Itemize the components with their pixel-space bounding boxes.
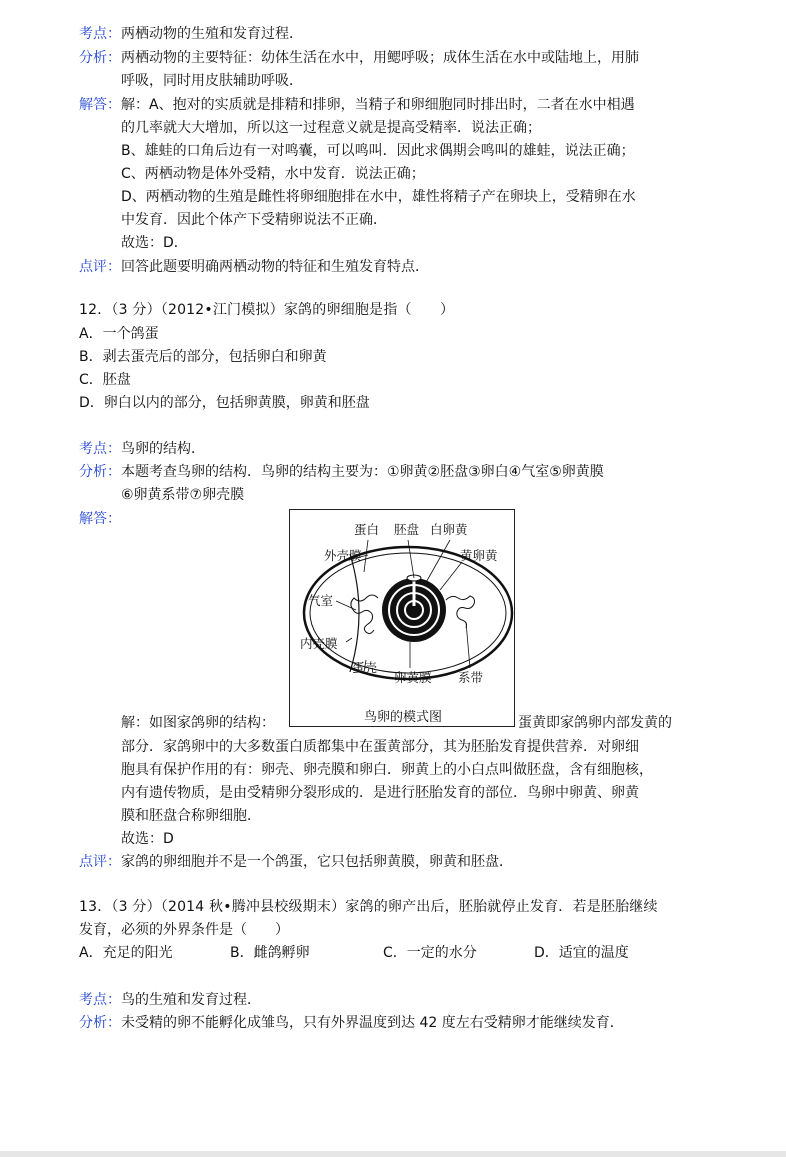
- label-baiiluanhuang: 白卵黄: [430, 522, 468, 537]
- q11-jieda-row: [79, 95, 635, 115]
- fenxi-label: 分析：: [79, 464, 121, 480]
- q13-stem-2: 发育，必须的外界条件是（ ）: [79, 922, 289, 938]
- fenxi-label: 分析：: [79, 1015, 121, 1031]
- q12-kaodian-row: [79, 439, 205, 459]
- q12-option-d: D．卵白以内的部分，包括卵黄膜，卵黄和胚盘: [79, 395, 370, 411]
- q11-jieda-text-4: C、两栖动物是体外受精，水中发育．说法正确；: [121, 166, 425, 182]
- q12-fenxi-text-2: ⑥卵黄系带⑦卵壳膜: [121, 487, 245, 503]
- jieda-label: 解答：: [79, 511, 121, 527]
- q12-jieda-text-4: 内有遗传物质，是由受精卵分裂形成的．是进行胚胎发育的部位．鸟卵中卵黄、卵黄: [121, 785, 639, 801]
- q12-answer: 故选：D: [121, 831, 174, 847]
- q12-jieda-text-2: 部分．家鸽卵中的大多数蛋白质都集中在蛋黄部分，其为胚胎发育提供营养．对卵细: [121, 739, 639, 755]
- q12-jieda-row: [79, 509, 121, 529]
- q13-option-c: C．一定的水分: [383, 945, 477, 961]
- q12-option-b: B．剥去蛋壳后的部分，包括卵白和卵黄: [79, 349, 327, 365]
- q11-fenxi-text-2: 呼吸，同时用皮肤辅助呼吸．: [121, 73, 303, 89]
- q13-kaodian-row: [79, 990, 261, 1010]
- label-xidai: 系带: [458, 670, 484, 685]
- q13-option-b: B．雌鸽孵卵: [230, 945, 310, 961]
- kaodian-label: 考点：: [79, 441, 121, 457]
- egg-structure-figure: [289, 509, 515, 727]
- q13-stem-1: 13．（3 分）（2014 秋•腾冲县校级期末）家鸽的卵产出后，胚胎就停止发育．若是胚胎继续: [79, 899, 658, 915]
- q13-kaodian-text: 鸟的生殖和发育过程．: [121, 992, 261, 1008]
- q13-option-a: A．充足的阳光: [79, 945, 173, 961]
- q11-jieda-text-6: 中发育．因此个体产下受精卵说法不正确．: [121, 212, 387, 228]
- q11-answer: 故选：D．: [121, 235, 188, 251]
- q11-fenxi-text: 两栖动物的主要特征：幼体生活在水中，用鳃呼吸；成体生活在水中或陆地上，用肺: [121, 50, 639, 66]
- label-qishi: 气室: [308, 593, 334, 608]
- egg-diagram: [290, 510, 516, 728]
- label-danbai: 蛋白: [354, 522, 380, 537]
- label-neikemo: 内壳膜: [300, 636, 338, 651]
- q11-kaodian-row: [79, 24, 303, 44]
- q13-fenxi-row: [79, 1013, 624, 1033]
- figure-caption: 鸟卵的模式图: [363, 710, 442, 725]
- q11-jieda-text-2: 的几率就大大增加，所以这一过程意义就是提高受精率．说法正确；: [121, 120, 541, 136]
- q12-kaodian-text: 鸟卵的结构．: [121, 441, 205, 457]
- q12-dianping-text: 家鸽的卵细胞并不是一个鸽蛋，它只包括卵黄膜，卵黄和胚盘．: [121, 854, 513, 870]
- q12-jieda-text-1b: 蛋黄即家鸽卵内部发黄的: [518, 715, 672, 731]
- kaodian-label: 考点：: [79, 992, 121, 1008]
- q12-jieda-text-3: 胞具有保护作用的有：卵壳、卵壳膜和卵白．卵黄上的小白点叫做胚盘，含有细胞核，: [121, 762, 653, 778]
- q12-stem: 12．（3 分）（2012•江门模拟）家鸽的卵细胞是指（ ）: [79, 302, 455, 318]
- q11-fenxi-row: [79, 48, 639, 68]
- label-luanhuangmo: 卵黄膜: [394, 670, 432, 685]
- q12-option-a: A．一个鸽蛋: [79, 326, 159, 342]
- label-danke: 蛋壳: [352, 660, 378, 675]
- q11-kaodian-text: 两栖动物的生殖和发育过程．: [121, 26, 303, 42]
- label-peipan: 胚盘: [394, 522, 420, 537]
- q12-jieda-text-5: 膜和胚盘合称卵细胞．: [121, 808, 261, 824]
- q12-dianping-row: [79, 852, 513, 872]
- q11-jieda-text-5: D、两栖动物的生殖是雌性将卵细胞排在水中，雄性将精子产在卵块上，受精卵在水: [121, 189, 636, 205]
- label-huangluanhuang: 黄卵黄: [460, 548, 498, 563]
- dianping-label: 点评：: [79, 259, 121, 275]
- q11-jieda-text-3: B、雄蛙的口角后边有一对鸣囊，可以鸣叫．因此求偶期会鸣叫的雄蛙，说法正确；: [121, 143, 635, 159]
- kaodian-label: 考点：: [79, 26, 121, 42]
- q11-dianping-text: 回答此题要明确两栖动物的特征和生殖发育特点．: [121, 259, 429, 275]
- q13-fenxi-text: 未受精的卵不能孵化成雏鸟，只有外界温度到达 42 度左右受精卵才能继续发育．: [121, 1015, 624, 1031]
- q12-jieda-text-1a: 解：如图家鸽卵的结构：: [121, 715, 275, 731]
- q13-option-d: D．适宜的温度: [534, 945, 629, 961]
- fenxi-label: 分析：: [79, 50, 121, 66]
- q12-fenxi-row: [79, 462, 604, 482]
- page-bottom-divider: [0, 1151, 786, 1157]
- dianping-label: 点评：: [79, 854, 121, 870]
- label-waikemo: 外壳膜: [324, 548, 362, 563]
- q11-dianping-row: [79, 257, 429, 277]
- jieda-label: 解答：: [79, 97, 121, 113]
- q11-jieda-text: 解：A、抱对的实质就是排精和排卵，当精子和卵细胞同时排出时，二者在水中相遇: [121, 97, 635, 113]
- q12-option-c: C．胚盘: [79, 372, 131, 388]
- q12-fenxi-text: 本题考查鸟卵的结构．鸟卵的结构主要为：①卵黄②胚盘③卵白④气室⑤卵黄膜: [121, 464, 604, 480]
